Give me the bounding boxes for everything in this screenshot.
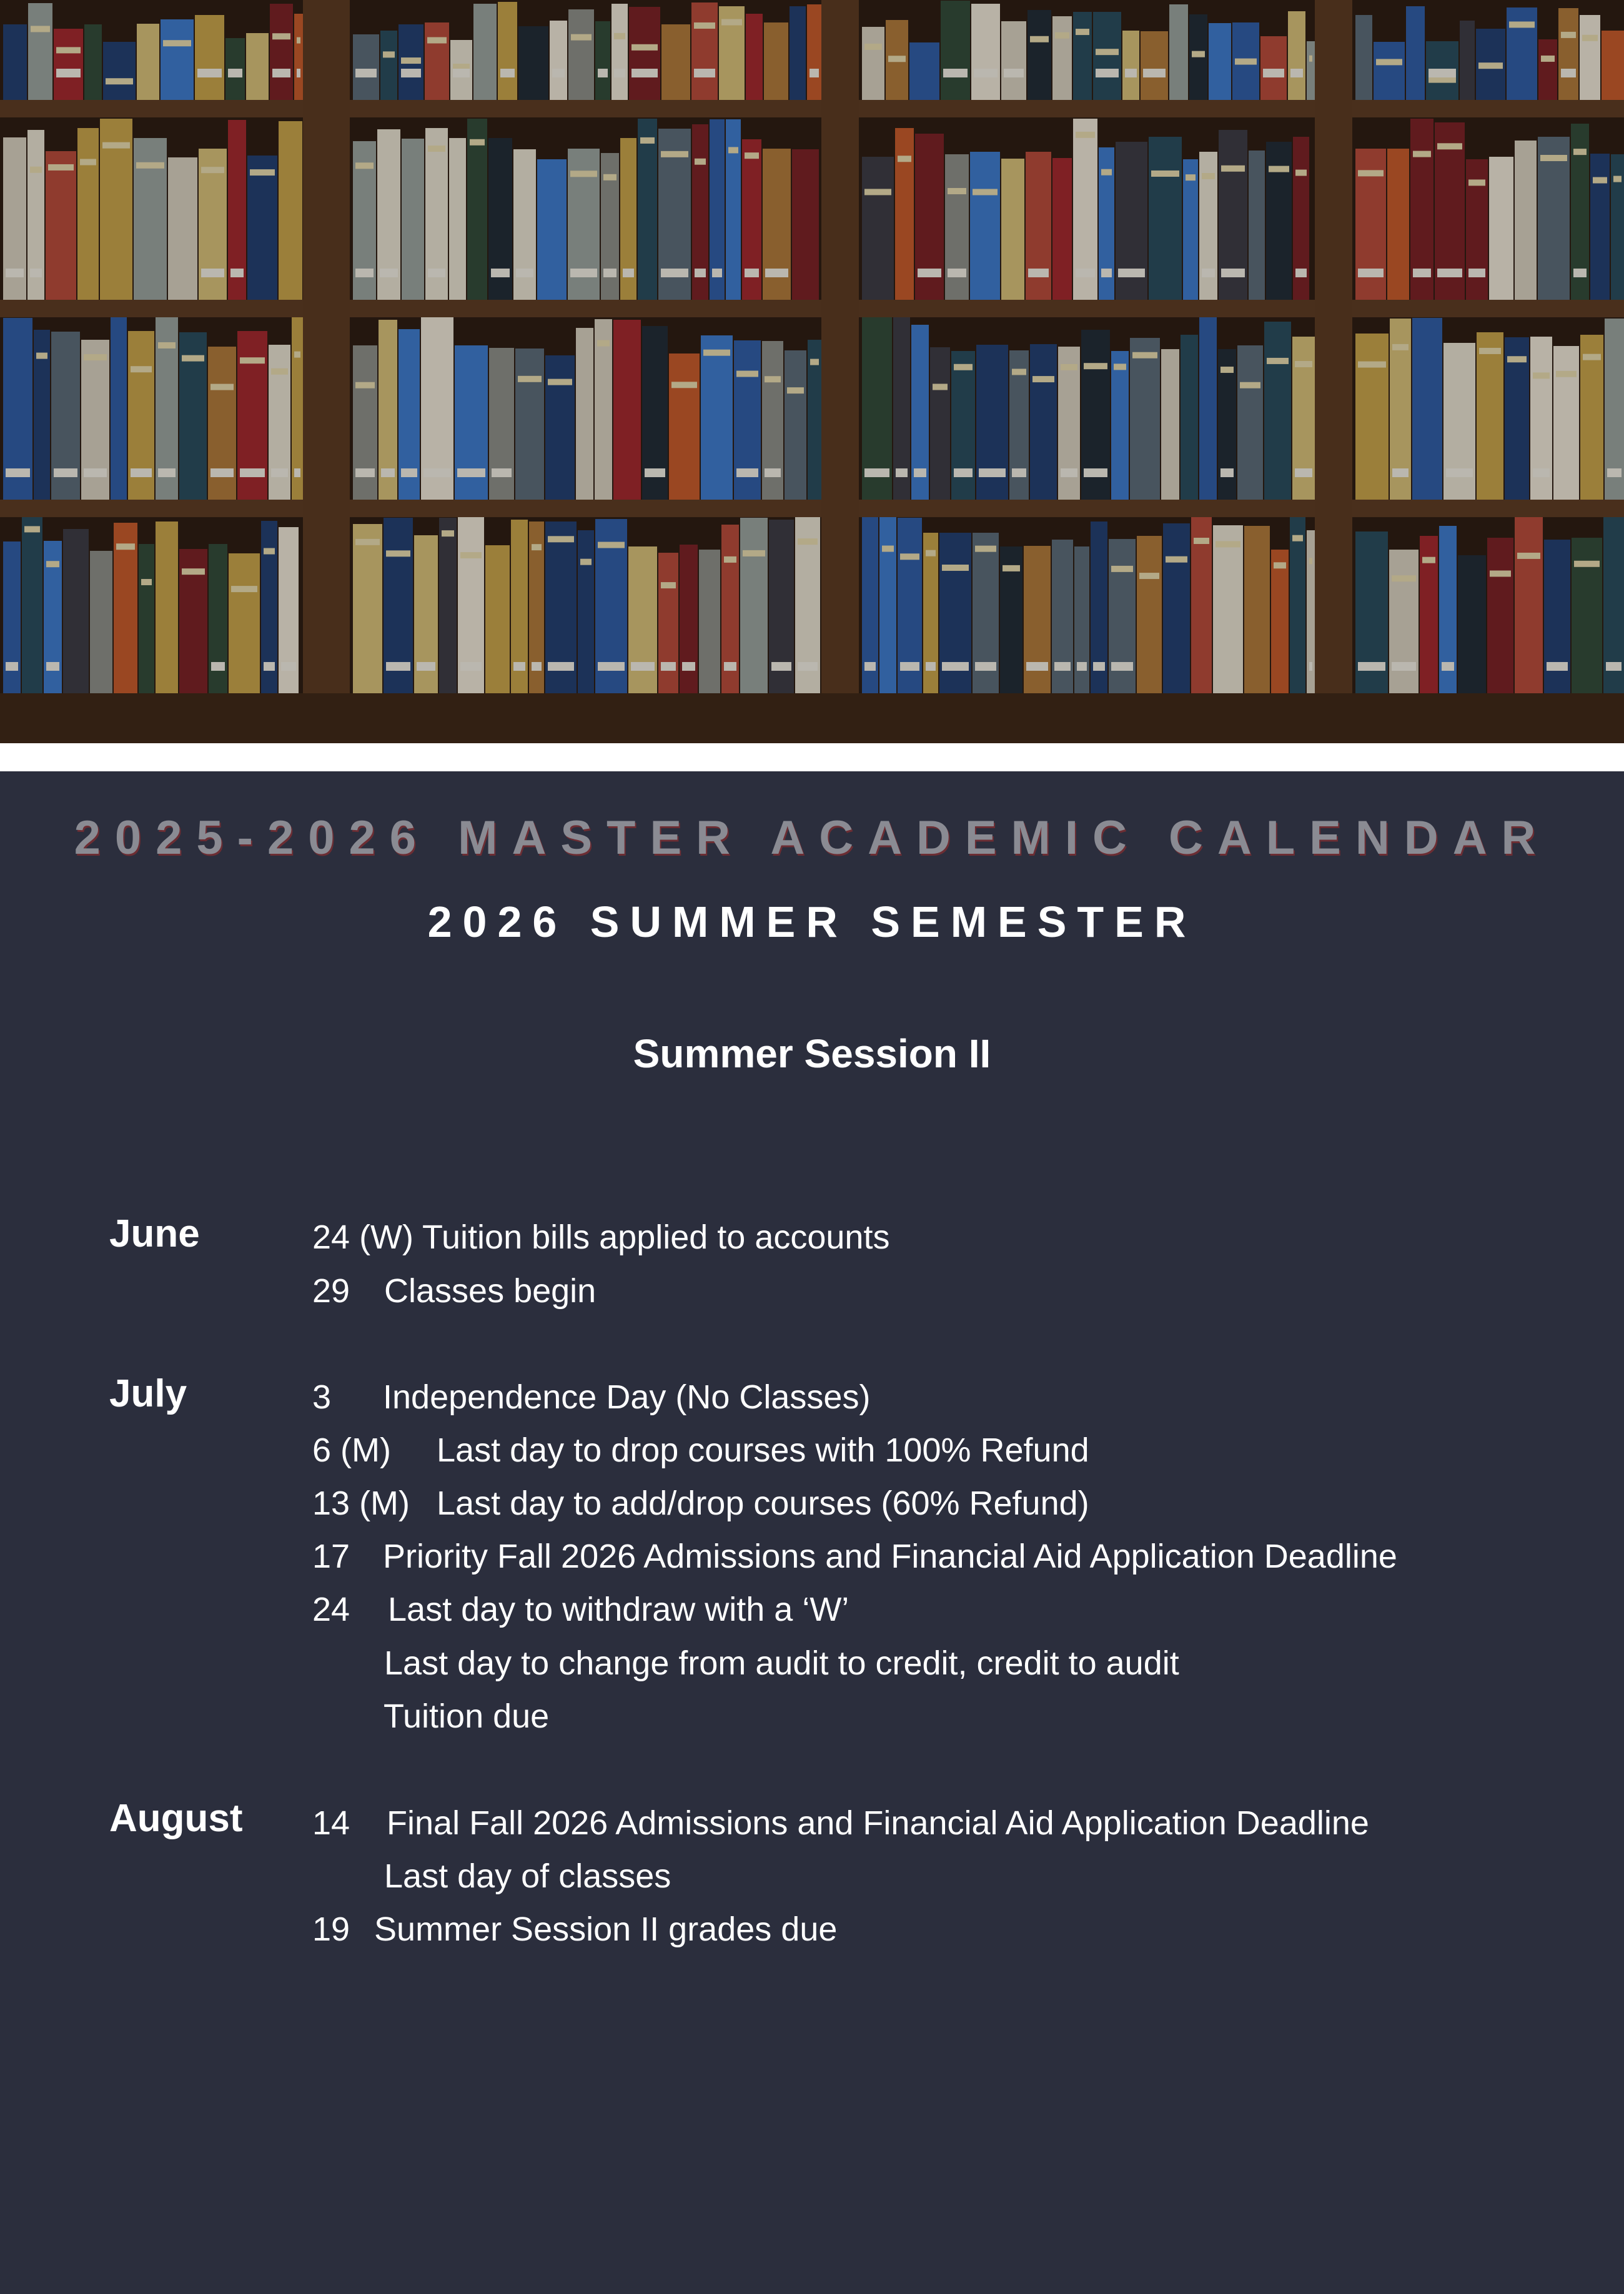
entry-day: 24 [312,1591,350,1628]
entry-text: Last day to drop courses with 100% Refund [437,1431,1089,1469]
entry-line [312,1804,1369,1842]
entry-line [312,1590,849,1629]
month-june: June [109,1212,200,1255]
entry-text: Summer Session II grades due [374,1911,838,1948]
entry-text: Last day to withdraw with a ‘W’ [388,1591,849,1628]
entry-text: Independence Day (No Classes) [383,1378,871,1416]
entry-text: Last day of classes [384,1857,671,1895]
entry-day: 6 (M) [312,1431,391,1469]
calendar-title: 2025-2026 MASTER ACADEMIC CALENDAR [74,811,1550,864]
entry-text: Last day to add/drop courses (60% Refund) [437,1485,1089,1522]
entry-day: 13 (M) [312,1485,410,1522]
entry-day: 3 [312,1378,332,1416]
month-august: August [109,1797,243,1840]
entry-line [312,1697,549,1736]
entry-day: 29 [312,1272,350,1310]
entry-day: 24 (W) [312,1219,413,1256]
entry-line [312,1378,870,1416]
entry-line [312,1857,671,1896]
entry-line [312,1272,596,1310]
entry-line [312,1484,1089,1523]
entry-line [312,1218,889,1257]
entry-line [312,1431,1089,1470]
entry-day: 19 [312,1911,350,1948]
entry-line [312,1537,1397,1576]
entry-day: 17 [312,1538,350,1575]
entry-text: Final Fall 2026 Admissions and Financial Aid Application Deadline [387,1804,1369,1842]
semester-title: 2026 SUMMER SEMESTER [427,897,1197,946]
entry-text: Tuition bills applied to accounts [422,1219,890,1256]
bookshelf-photo [0,0,1624,743]
month-july: July [109,1372,187,1415]
entry-day: 14 [312,1804,350,1842]
entry-text: Classes begin [384,1272,597,1310]
entry-text: Last day to change from audit to credit, credit to audit [384,1644,1179,1682]
entry-text: Priority Fall 2026 Admissions and Financial Aid Application Deadline [383,1538,1397,1575]
entry-text: Tuition due [384,1698,550,1735]
divider-strip [0,743,1624,771]
entry-line [312,1910,837,1949]
entry-line [312,1644,1179,1683]
session-title: Summer Session II [633,1031,991,1076]
